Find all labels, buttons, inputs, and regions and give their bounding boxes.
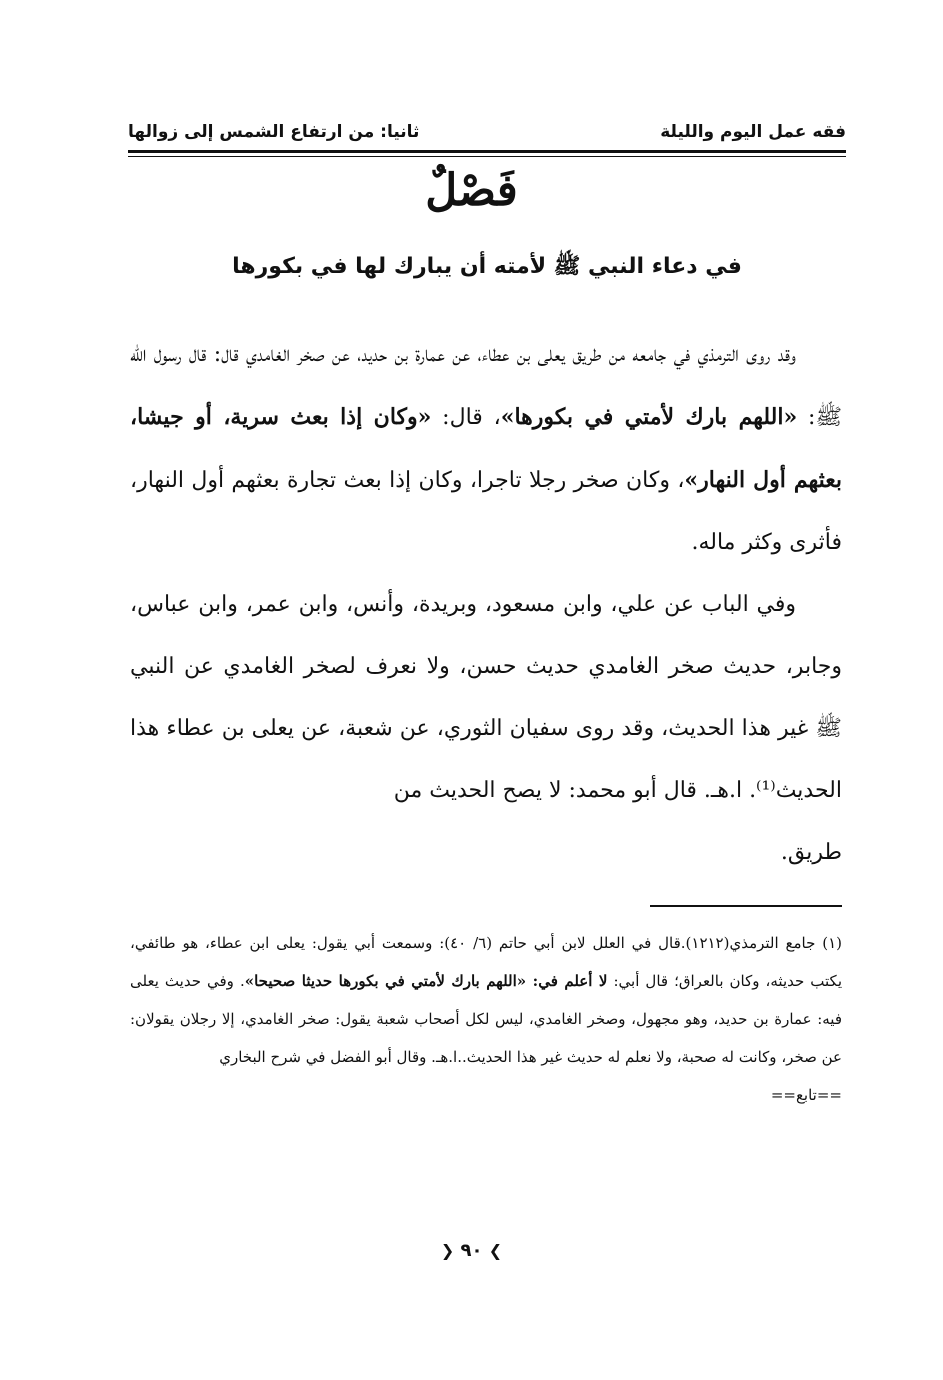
hadith-quote-1: «اللهم بارك لأمتي في بكورها»: [500, 404, 798, 430]
footnotes: [130, 924, 842, 1114]
running-header: [128, 118, 846, 150]
page-number: ٩٠: [460, 1240, 483, 1261]
footnote-separator: [650, 905, 842, 907]
footnote-quote: لا أعلم في: «اللهم بارك لأمتي في بكورها حديثا صحيحا»: [244, 972, 608, 990]
paragraph-3: طريق.: [780, 840, 842, 865]
paragraph-2: وفي الباب عن علي، وابن مسعود، وبريدة، وأنس، وابن عمر، وابن عباس، وجابر، حديث صخر الغامدي حديث حسن، ولا نعرف لصخر الغامدي عن النبي ﷺ غير هذا الحديث، وقد روى سفيان الثوري، عن شعبة، عن يعلى بن عطاء هذا الحديث⁽¹⁾. ا.هـ. قال أبو محمد: لا يصح الحديث من: [130, 592, 842, 803]
section-title: ثانيا: من ارتفاع الشمس إلى زوالها: [128, 122, 420, 142]
header-rule-thin: [128, 156, 846, 157]
ornament-right-icon: ❯: [488, 1241, 503, 1260]
ornament-left-icon: ❮: [440, 1241, 455, 1260]
page-number-block: [0, 1240, 943, 1261]
main-text: [130, 324, 842, 884]
book-title: فقه عمل اليوم والليلة: [660, 122, 846, 142]
header-rule-thick: [128, 150, 846, 153]
hadith-quote-2: «وكان إذا بعث سرية، أو جيشا، بعثهم أول النهار»: [130, 404, 842, 493]
footnote-continuation: ==تابع==: [770, 1086, 842, 1104]
chapter-subtitle: في دعاء النبي ﷺ لأمته أن يبارك لها في بكورها: [232, 254, 742, 279]
paragraph-1: وقد روى الترمذي في جامعه من طريق يعلى بن عطاء، عن عمارة بن حديد، عن صخر الغامدي قال: قال رسول الله ﷺ: «اللهم بارك لأمتي في بكورها»، قال: «وكان إذا بعث سرية، أو جيشا، بعثهم أول النهار»، وكان صخر رجلا تاجرا، وكان إذا بعث تجارة بعثهم أول النهار، فأثرى وكثر ماله.: [130, 342, 843, 555]
chapter-heading: فَصْلٌ: [425, 165, 518, 216]
footnote-1: (١) جامع الترمذي(١٢١٢).قال في العلل لابن أبي حاتم (٦/ ٤٠): وسمعت أبي يقول: يعلى ابن عطاء، هو طائفي، يكتب حديثه، وكان بالعراق؛ قال أبي: لا أعلم في: «اللهم بارك لأمتي في بكورها حديثا صحيحا». وفي حديث يعلى فيه: عمارة بن حديد، وهو مجهول، وصخر الغامدي، ليس لكل أصحاب شعبة يقول: صخر الغامدي، إلا رجلان يقولان: عن صخر، وكانت له صحبة، ولا نعلم له حديث غير هذا الحديث..ا.هـ. وقال أبو الفضل في شرح البخاري: [130, 934, 843, 1066]
